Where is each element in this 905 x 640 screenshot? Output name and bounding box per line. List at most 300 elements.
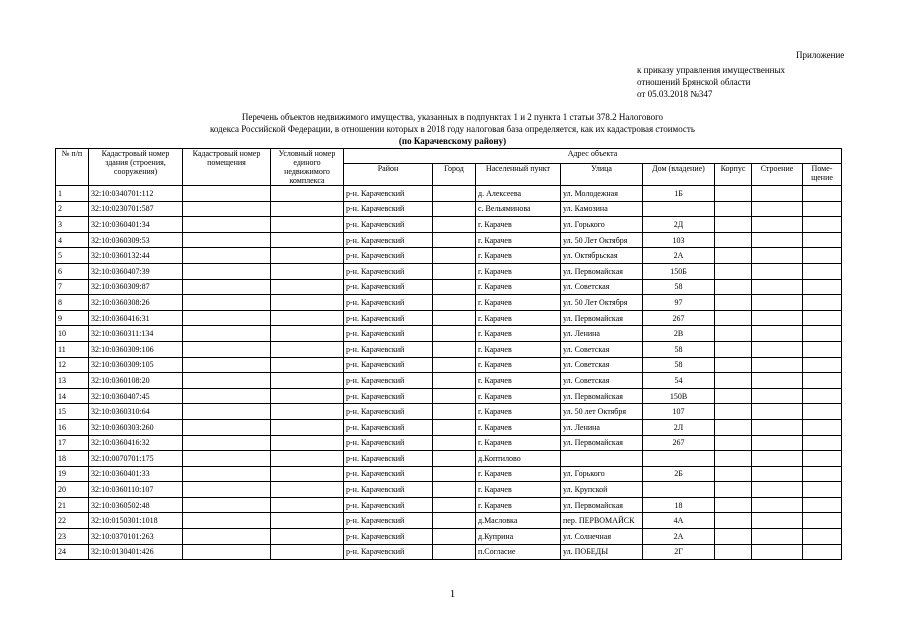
cell-room <box>803 295 842 311</box>
cell-cad-building: 32:10:0360311:134 <box>89 326 183 342</box>
cell-city <box>433 544 476 560</box>
cell-cond-num <box>271 482 344 498</box>
cell-structure <box>752 482 803 498</box>
cell-corp <box>715 404 752 420</box>
cell-locality: г. Карачев <box>476 263 561 279</box>
cell-locality: г. Карачев <box>476 295 561 311</box>
cell-structure <box>752 404 803 420</box>
cell-num: 19 <box>56 466 89 482</box>
cell-street: ул. Советская <box>561 341 643 357</box>
cell-house <box>643 482 715 498</box>
cell-locality: г. Карачев <box>476 373 561 389</box>
cell-street: ул. 50 Лет Октября <box>561 295 643 311</box>
cell-room <box>803 373 842 389</box>
cell-cond-num <box>271 263 344 279</box>
cell-cond-num <box>271 295 344 311</box>
cell-cad-building: 32:10:0360401:34 <box>89 217 183 233</box>
cell-city <box>433 217 476 233</box>
cell-city <box>433 232 476 248</box>
cell-house: 2В <box>643 326 715 342</box>
cell-corp <box>715 497 752 513</box>
cell-room <box>803 388 842 404</box>
cell-house: 150Б <box>643 263 715 279</box>
cell-cad-room <box>183 310 271 326</box>
cell-district: р-н. Карачевский <box>344 326 433 342</box>
cell-city <box>433 513 476 529</box>
cell-district: р-н. Карачевский <box>344 186 433 202</box>
cell-cond-num <box>271 232 344 248</box>
cell-district: р-н. Карачевский <box>344 201 433 217</box>
cell-cond-num <box>271 217 344 233</box>
cell-num: 6 <box>56 263 89 279</box>
cell-room <box>803 435 842 451</box>
cell-cad-building: 32:10:0150301:1018 <box>89 513 183 529</box>
cell-num: 8 <box>56 295 89 311</box>
cell-cad-room <box>183 466 271 482</box>
cell-city <box>433 419 476 435</box>
cell-num: 13 <box>56 373 89 389</box>
cell-corp <box>715 482 752 498</box>
cell-cad-building: 32:10:0360407:39 <box>89 263 183 279</box>
table-row <box>56 419 842 435</box>
order-line: к приказу управления имущественных <box>637 65 786 75</box>
cell-cad-building: 32:10:0360110:107 <box>89 482 183 498</box>
cell-corp <box>715 388 752 404</box>
cell-house <box>643 451 715 467</box>
cell-corp <box>715 295 752 311</box>
cell-corp <box>715 201 752 217</box>
table-row <box>56 466 842 482</box>
cell-num: 1 <box>56 186 89 202</box>
col-header-structure: Строение <box>752 164 803 186</box>
cell-cad-building: 32:10:0360309:106 <box>89 341 183 357</box>
cell-house: 103 <box>643 232 715 248</box>
cell-house: 2А <box>643 248 715 264</box>
cell-structure <box>752 451 803 467</box>
cell-street: ул. Октябрьская <box>561 248 643 264</box>
cell-street: ул. 50 лет Октября <box>561 404 643 420</box>
table-row <box>56 388 842 404</box>
cell-room <box>803 326 842 342</box>
cell-street: пер. ПЕРВОМАЙСК <box>561 513 643 529</box>
cell-locality: с. Вельяминова <box>476 201 561 217</box>
cell-corp <box>715 513 752 529</box>
cell-cad-building: 32:10:0360407:45 <box>89 388 183 404</box>
col-header-num: № п/п <box>56 149 89 186</box>
cell-cad-building: 32:10:0370101:263 <box>89 529 183 545</box>
cell-street: ул. Солнечная <box>561 529 643 545</box>
cell-cad-room <box>183 544 271 560</box>
cell-locality: г. Карачев <box>476 482 561 498</box>
col-header-house: Дом (владение) <box>643 164 715 186</box>
table-row <box>56 201 842 217</box>
cell-city <box>433 263 476 279</box>
cell-district: р-н. Карачевский <box>344 232 433 248</box>
cell-city <box>433 388 476 404</box>
cell-district: р-н. Карачевский <box>344 388 433 404</box>
cell-room <box>803 529 842 545</box>
cell-structure <box>752 217 803 233</box>
cell-room <box>803 310 842 326</box>
cell-street: ул. Советская <box>561 357 643 373</box>
table-row <box>56 248 842 264</box>
cell-room <box>803 497 842 513</box>
cell-cad-room <box>183 295 271 311</box>
cell-room <box>803 217 842 233</box>
cell-room <box>803 232 842 248</box>
cell-cad-room <box>183 435 271 451</box>
cell-locality: г. Карачев <box>476 217 561 233</box>
cell-city <box>433 529 476 545</box>
cell-structure <box>752 497 803 513</box>
cell-street: ул. Первомайская <box>561 310 643 326</box>
cell-cad-building: 32:10:0360308:26 <box>89 295 183 311</box>
cell-district: р-н. Карачевский <box>344 404 433 420</box>
cell-locality: г. Карачев <box>476 310 561 326</box>
cell-cad-building: 32:10:0070701:175 <box>89 451 183 467</box>
cell-num: 4 <box>56 232 89 248</box>
cell-house: 2Б <box>643 466 715 482</box>
table-row <box>56 232 842 248</box>
cell-cad-room <box>183 482 271 498</box>
cell-house: 54 <box>643 373 715 389</box>
table-row <box>56 373 842 389</box>
document-title-line1: Перечень объектов недвижимого имущества, указанных в подпунктах 1 и 2 пункта 1 статьи 378.2 Налогового <box>241 112 664 122</box>
cell-city <box>433 357 476 373</box>
cell-corp <box>715 186 752 202</box>
cell-cad-room <box>183 232 271 248</box>
cell-district: р-н. Карачевский <box>344 248 433 264</box>
cell-corp <box>715 435 752 451</box>
cell-cad-building: 32:10:0360502:48 <box>89 497 183 513</box>
cell-locality: г. Карачев <box>476 326 561 342</box>
col-header-street: Улица <box>561 164 643 186</box>
cell-locality: г. Карачев <box>476 419 561 435</box>
cell-structure <box>752 544 803 560</box>
cell-num: 24 <box>56 544 89 560</box>
cell-room <box>803 513 842 529</box>
cell-structure <box>752 513 803 529</box>
col-header-district: Район <box>344 164 433 186</box>
cell-cad-room <box>183 186 271 202</box>
cell-num: 16 <box>56 419 89 435</box>
cell-street: ул. Молодежная <box>561 186 643 202</box>
cell-locality: г. Карачев <box>476 341 561 357</box>
cell-locality: г. Карачев <box>476 279 561 295</box>
col-header-city: Город <box>433 164 476 186</box>
cell-street: ул. Первомайская <box>561 497 643 513</box>
cell-locality: д.Масловка <box>476 513 561 529</box>
cell-street: ул. Крупской <box>561 482 643 498</box>
cell-corp <box>715 248 752 264</box>
table-row <box>56 482 842 498</box>
cell-district: р-н. Карачевский <box>344 529 433 545</box>
cell-num: 12 <box>56 357 89 373</box>
cell-cond-num <box>271 451 344 467</box>
cell-corp <box>715 419 752 435</box>
cell-district: р-н. Карачевский <box>344 295 433 311</box>
table-row <box>56 544 842 560</box>
cell-street: ул. Горького <box>561 466 643 482</box>
col-header-cad-room: Кадастровый номер помещения <box>183 149 271 186</box>
document-subtitle: (по Карачевскому району) <box>398 136 507 146</box>
cell-room <box>803 263 842 279</box>
cell-cad-building: 32:10:0360309:53 <box>89 232 183 248</box>
col-header-corp: Корпус <box>715 164 752 186</box>
cell-house: 267 <box>643 310 715 326</box>
cell-num: 23 <box>56 529 89 545</box>
cell-district: р-н. Карачевский <box>344 466 433 482</box>
cell-cad-building: 32:10:0360310:64 <box>89 404 183 420</box>
cell-city <box>433 248 476 264</box>
cell-cad-building: 32:10:0360401:33 <box>89 466 183 482</box>
cell-corp <box>715 373 752 389</box>
cell-cond-num <box>271 310 344 326</box>
table-row <box>56 341 842 357</box>
cell-structure <box>752 435 803 451</box>
cell-structure <box>752 419 803 435</box>
cell-city <box>433 482 476 498</box>
cell-cond-num <box>271 497 344 513</box>
table-row <box>56 404 842 420</box>
cell-structure <box>752 388 803 404</box>
cell-cond-num <box>271 373 344 389</box>
cell-district: р-н. Карачевский <box>344 497 433 513</box>
cell-cad-building: 32:10:0360416:32 <box>89 435 183 451</box>
cell-city <box>433 341 476 357</box>
cell-locality: г. Карачев <box>476 404 561 420</box>
cell-structure <box>752 529 803 545</box>
table-row <box>56 513 842 529</box>
cell-house: 150В <box>643 388 715 404</box>
cell-district: р-н. Карачевский <box>344 263 433 279</box>
cell-cad-room <box>183 341 271 357</box>
order-line: отношений Брянской области <box>637 77 751 87</box>
cell-num: 5 <box>56 248 89 264</box>
table-row <box>56 310 842 326</box>
cell-num: 9 <box>56 310 89 326</box>
cell-district: р-н. Карачевский <box>344 451 433 467</box>
cell-district: р-н. Карачевский <box>344 419 433 435</box>
cell-house <box>643 201 715 217</box>
cell-corp <box>715 466 752 482</box>
cell-corp <box>715 341 752 357</box>
cell-num: 18 <box>56 451 89 467</box>
cell-room <box>803 482 842 498</box>
cell-cad-building: 32:10:0130401:426 <box>89 544 183 560</box>
table-row <box>56 497 842 513</box>
cell-structure <box>752 373 803 389</box>
table-row <box>56 326 842 342</box>
cell-corp <box>715 232 752 248</box>
cell-room <box>803 357 842 373</box>
cell-district: р-н. Карачевский <box>344 373 433 389</box>
col-header-room: Поме-щение <box>803 164 842 186</box>
table-row <box>56 263 842 279</box>
cell-cad-room <box>183 529 271 545</box>
cell-cad-building: 32:10:0360108:20 <box>89 373 183 389</box>
cell-cond-num <box>271 326 344 342</box>
cell-num: 22 <box>56 513 89 529</box>
cell-cond-num <box>271 248 344 264</box>
cell-city <box>433 466 476 482</box>
cell-district: р-н. Карачевский <box>344 482 433 498</box>
cell-house: 58 <box>643 279 715 295</box>
cell-room <box>803 186 842 202</box>
table-row <box>56 529 842 545</box>
cell-cad-room <box>183 326 271 342</box>
cell-district: р-н. Карачевский <box>344 435 433 451</box>
cell-cond-num <box>271 279 344 295</box>
cell-house: 4А <box>643 513 715 529</box>
cell-street: ул. Камозина <box>561 201 643 217</box>
cell-street: ул. Ленина <box>561 419 643 435</box>
document-title-line2: кодекса Российской Федерации, в отношении которых в 2018 году налоговая база определяется, как их кадастровая стоимость <box>210 124 695 134</box>
cell-city <box>433 497 476 513</box>
cell-structure <box>752 357 803 373</box>
cell-street: ул. Ленина <box>561 326 643 342</box>
cell-locality: д.Куприна <box>476 529 561 545</box>
cell-house: 2Г <box>643 544 715 560</box>
cell-cad-building: 32:10:0360303:260 <box>89 419 183 435</box>
cell-district: р-н. Карачевский <box>344 310 433 326</box>
cell-cad-building: 32:10:0360132:44 <box>89 248 183 264</box>
cell-corp <box>715 529 752 545</box>
cell-locality: г. Карачев <box>476 435 561 451</box>
cell-cad-building: 32:10:0230701:587 <box>89 201 183 217</box>
cell-district: р-н. Карачевский <box>344 544 433 560</box>
cell-room <box>803 419 842 435</box>
cell-cad-room <box>183 419 271 435</box>
cell-cond-num <box>271 357 344 373</box>
cell-num: 17 <box>56 435 89 451</box>
cell-district: р-н. Карачевский <box>344 357 433 373</box>
cell-corp <box>715 326 752 342</box>
cell-num: 3 <box>56 217 89 233</box>
order-reference <box>637 64 785 100</box>
cell-structure <box>752 466 803 482</box>
cell-city <box>433 451 476 467</box>
cell-cond-num <box>271 341 344 357</box>
cell-structure <box>752 326 803 342</box>
cell-cond-num <box>271 419 344 435</box>
col-header-locality: Населенный пункт <box>476 164 561 186</box>
cell-corp <box>715 310 752 326</box>
col-header-cad-building: Кадастровый номер здания (строения, сооружения) <box>89 149 183 186</box>
cell-locality: д. Алексеева <box>476 186 561 202</box>
cell-corp <box>715 279 752 295</box>
cell-cond-num <box>271 201 344 217</box>
table-row <box>56 435 842 451</box>
cell-street: ул. Первомайская <box>561 435 643 451</box>
cell-structure <box>752 201 803 217</box>
cell-locality: г. Карачев <box>476 248 561 264</box>
cell-structure <box>752 186 803 202</box>
cell-district: р-н. Карачевский <box>344 217 433 233</box>
cell-cad-building: 32:10:0340701:112 <box>89 186 183 202</box>
cell-cad-room <box>183 201 271 217</box>
cell-street: ул. ПОБЕДЫ <box>561 544 643 560</box>
cell-cond-num <box>271 466 344 482</box>
cell-locality: г. Карачев <box>476 497 561 513</box>
table-body <box>56 186 842 560</box>
order-line: от 05.03.2018 №347 <box>637 89 713 99</box>
cell-num: 14 <box>56 388 89 404</box>
cell-structure <box>752 310 803 326</box>
cell-cond-num <box>271 544 344 560</box>
cell-locality: г. Карачев <box>476 388 561 404</box>
cell-cad-room <box>183 451 271 467</box>
table-row <box>56 295 842 311</box>
col-header-cond-num: Условный номер единого недвижимого комплекса <box>271 149 344 186</box>
cell-house: 2Л <box>643 419 715 435</box>
cell-district: р-н. Карачевский <box>344 341 433 357</box>
cell-street: ул. Советская <box>561 373 643 389</box>
cell-cond-num <box>271 435 344 451</box>
cell-cad-room <box>183 388 271 404</box>
cell-house: 2Д <box>643 217 715 233</box>
cell-house: 58 <box>643 357 715 373</box>
cell-house: 1Б <box>643 186 715 202</box>
cell-num: 2 <box>56 201 89 217</box>
cell-room <box>803 341 842 357</box>
cell-num: 7 <box>56 279 89 295</box>
property-table <box>55 148 842 560</box>
cell-street: ул. Горького <box>561 217 643 233</box>
cell-cad-room <box>183 404 271 420</box>
cell-street: ул. Советская <box>561 279 643 295</box>
col-header-address: Адрес объекта <box>344 149 842 164</box>
cell-num: 10 <box>56 326 89 342</box>
cell-house: 2А <box>643 529 715 545</box>
cell-cond-num <box>271 513 344 529</box>
cell-cad-building: 32:10:0360309:105 <box>89 357 183 373</box>
cell-locality: п.Согласие <box>476 544 561 560</box>
cell-house: 18 <box>643 497 715 513</box>
cell-city <box>433 201 476 217</box>
cell-room <box>803 404 842 420</box>
table-row <box>56 357 842 373</box>
cell-corp <box>715 263 752 279</box>
cell-cad-room <box>183 263 271 279</box>
cell-cond-num <box>271 388 344 404</box>
cell-corp <box>715 357 752 373</box>
cell-structure <box>752 263 803 279</box>
cell-city <box>433 279 476 295</box>
cell-locality: д.Коптилово <box>476 451 561 467</box>
cell-house: 267 <box>643 435 715 451</box>
cell-house: 97 <box>643 295 715 311</box>
cell-num: 21 <box>56 497 89 513</box>
cell-locality: г. Карачев <box>476 357 561 373</box>
cell-street: ул. 50 Лет Октября <box>561 232 643 248</box>
cell-room <box>803 544 842 560</box>
cell-street: ул. Первомайская <box>561 263 643 279</box>
cell-cad-room <box>183 513 271 529</box>
cell-cad-room <box>183 217 271 233</box>
cell-house: 58 <box>643 341 715 357</box>
cell-cad-room <box>183 248 271 264</box>
cell-cad-room <box>183 373 271 389</box>
cell-city <box>433 186 476 202</box>
cell-room <box>803 248 842 264</box>
cell-cad-building: 32:10:0360416:31 <box>89 310 183 326</box>
cell-num: 15 <box>56 404 89 420</box>
cell-district: р-н. Карачевский <box>344 513 433 529</box>
cell-street <box>561 451 643 467</box>
cell-district: р-н. Карачевский <box>344 279 433 295</box>
cell-num: 11 <box>56 341 89 357</box>
